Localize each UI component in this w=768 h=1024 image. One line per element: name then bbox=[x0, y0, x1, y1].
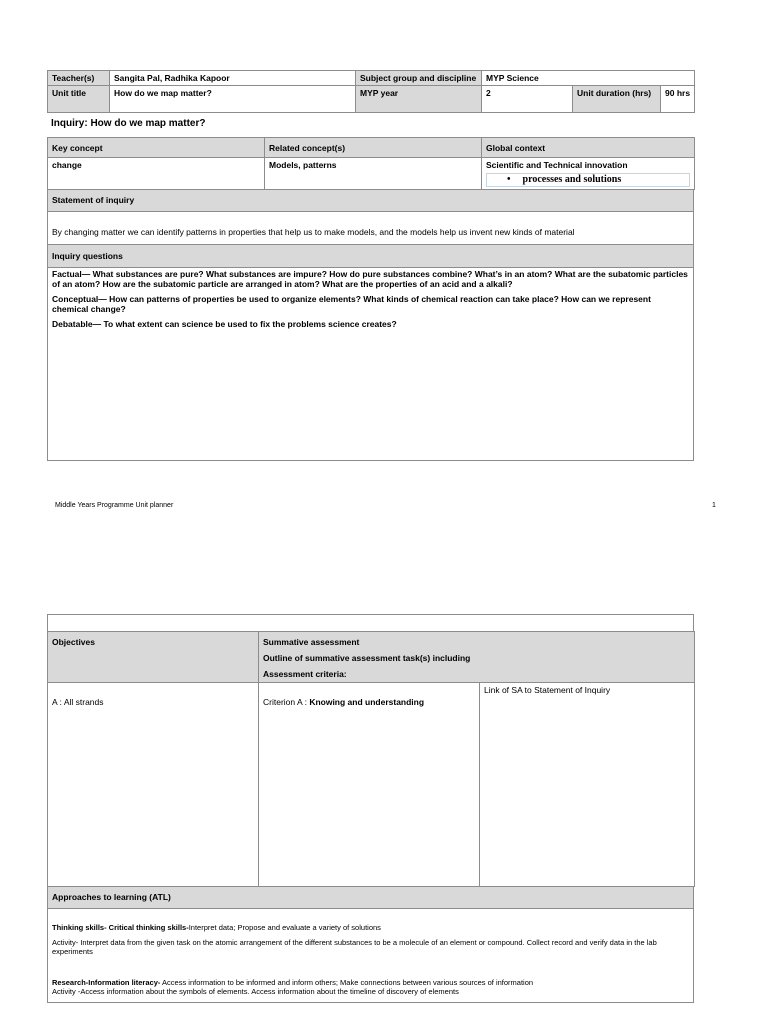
global-context-cell bbox=[482, 158, 695, 190]
thinking-skills bbox=[52, 923, 689, 932]
bullet-icon: • bbox=[507, 174, 511, 185]
unit-title-label: Unit title bbox=[48, 86, 110, 113]
duration-label: Unit duration (hrs) bbox=[573, 86, 661, 113]
objective-value: A : All strands bbox=[48, 683, 259, 887]
key-concept-label: Key concept bbox=[48, 138, 265, 158]
concepts-table bbox=[47, 137, 695, 190]
subject-label: Subject group and discipline bbox=[356, 71, 482, 86]
unit-info-table bbox=[47, 70, 695, 113]
summative-header bbox=[259, 632, 695, 683]
conceptual-question: Conceptual— How can patterns of properties be used to organize elements? What kinds of chemical reaction can take place? How can we represent chemical change? bbox=[52, 294, 651, 314]
thinking-skills-label: Thinking skills- Critical thinking skills- bbox=[52, 923, 189, 932]
objectives-table bbox=[47, 631, 695, 887]
inquiry-section bbox=[47, 189, 694, 461]
research-skills bbox=[52, 978, 689, 987]
unit-title-value: How do we map matter? bbox=[110, 86, 356, 113]
myp-year-value: 2 bbox=[482, 86, 573, 113]
thinking-skills-text: Interpret data; Propose and evaluate a variety of solutions bbox=[188, 923, 381, 932]
duration-value: 90 hrs bbox=[661, 86, 695, 113]
statement-of-inquiry-header: Statement of inquiry bbox=[48, 190, 693, 212]
objectives-label: Objectives bbox=[48, 632, 259, 683]
key-concept-value: change bbox=[48, 158, 265, 190]
debatable-question: Debatable— To what extent can science be used to fix the problems science creates? bbox=[52, 319, 397, 329]
criterion-name: Knowing and understanding bbox=[309, 697, 425, 707]
atl-section bbox=[47, 886, 694, 1003]
inquiry-title: Inquiry: How do we map matter? bbox=[51, 118, 206, 129]
research-skills-text: Access information to be informed and inform others; Make connections between various sources of information bbox=[160, 978, 534, 987]
criterion-prefix: Criterion A : bbox=[263, 697, 310, 707]
global-context-sub-text: processes and solutions bbox=[522, 174, 622, 185]
page2-top-row bbox=[47, 614, 694, 631]
myp-year-label: MYP year bbox=[356, 86, 482, 113]
outline-label: Outline of summative assessment task(s) including bbox=[263, 653, 471, 663]
teacher-value: Sangita Pal, Radhika Kapoor bbox=[110, 71, 356, 86]
footer-title: Middle Years Programme Unit planner bbox=[55, 502, 174, 509]
criteria-label: Assessment criteria: bbox=[263, 669, 347, 679]
global-context-sub bbox=[486, 173, 690, 187]
factual-question: Factual— What substances are pure? What substances are impure? How do pure substances combine? What’s in an atom? What are the subatomic particles of an atom? How are the subatomic particle are arranged in atom? What are the properties of an acid and a alkali? bbox=[52, 269, 688, 289]
summative-label: Summative assessment bbox=[263, 637, 360, 647]
statement-of-inquiry-text: By changing matter we can identify patterns in properties that help us to make models, and the models help us invent new kinds of material bbox=[52, 227, 575, 237]
research-skills-label: Research-Information literacy- bbox=[52, 978, 161, 987]
global-context-value: Scientific and Technical innovation bbox=[486, 160, 628, 170]
criterion-cell bbox=[259, 683, 480, 887]
related-concepts-label: Related concept(s) bbox=[265, 138, 482, 158]
atl-header: Approaches to learning (ATL) bbox=[48, 887, 693, 909]
thinking-activity: Activity- Interpret data from the given task on the atomic arrangement of the different substances to be a molecule of an element or compound. Collect record and verify data in the lab experiments bbox=[52, 938, 657, 956]
research-activity: Activity -Access information about the symbols of elements. Access information about the timeline of discovery of elements bbox=[52, 987, 459, 996]
teacher-label: Teacher(s) bbox=[48, 71, 110, 86]
subject-value: MYP Science bbox=[482, 71, 695, 86]
global-context-label: Global context bbox=[482, 138, 695, 158]
link-to-soi-label: Link of SA to Statement of Inquiry bbox=[480, 683, 695, 887]
inquiry-questions-header: Inquiry questions bbox=[48, 244, 693, 268]
inquiry-questions-list bbox=[52, 269, 689, 334]
page-number: 1 bbox=[712, 502, 716, 509]
related-concepts-value: Models, patterns bbox=[265, 158, 482, 190]
